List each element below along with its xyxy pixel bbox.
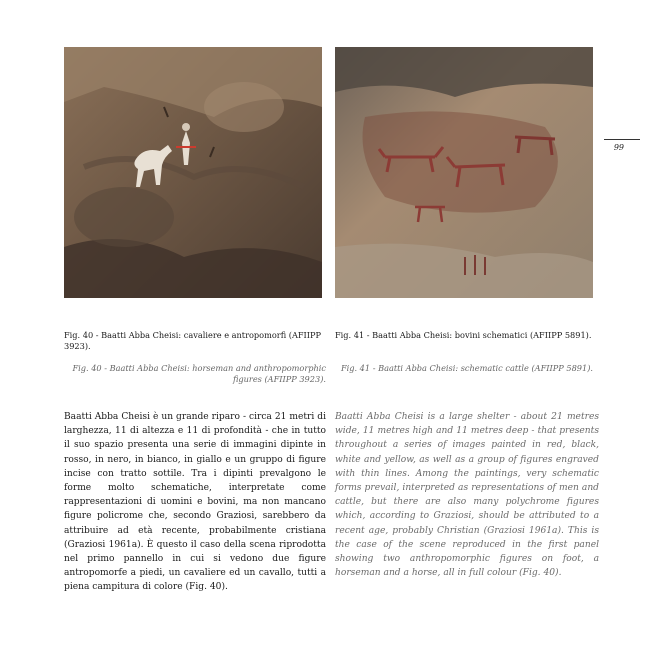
- page-number-rule: [604, 139, 640, 140]
- body-text-italian: Baatti Abba Cheisi è un grande riparo - circa 21 metri di larghezza, 11 di altezza e 11 di profondità - che in tutto il suo spazio presenta una serie di immagini dipinte in rosso, in nero, in bianco, in giallo e un gruppo di figure incise con tratto sottile. Tra i dipinti prevalgono le forme molto schematiche, interpretate come rappresentazioni di uomini e bovini, ma non mancano figure policrome che, secondo Graziosi, sarebbero da attribuire ad età recente, probabilmente cristiana (Graziosi 1961a). È questo il caso della scena riprodotta nel primo pannello in cui si vedono due figure antropomorfe a piedi, un cavaliere ed un cavallo, tutti a piena campitura di colore (Fig. 40).: [64, 412, 326, 593]
- figure-40-caption-italian: Fig. 40 - Baatti Abba Cheisi: cavaliere e antropomorfi (AFIIPP 3923).: [64, 330, 322, 351]
- body-text-english: Baatti Abba Cheisi is a large shelter - about 21 metres wide, 11 metres high and 11 metres deep - that presents throughout a series of images painted in red, black, white and yellow, as well as a group of figures engraved with thin lines. Among the paintings, very schematic forms prevail, interpreted as representations of men and cattle, but there are also many polychrome figures which, according to Graziosi, should be attributed to a recent age, probably Christian (Graziosi 1961a). This is the case of the scene reproduced in the first panel showing two anthropomorphic figures on foot, a horseman and a horse, all in full colour (Fig. 40).: [335, 412, 599, 579]
- page-number: 99: [613, 143, 624, 152]
- rock-art-cattle-image: [335, 47, 593, 298]
- figure-41-caption-italian: Fig. 41 - Baatti Abba Cheisi: bovini schematici (AFIIPP 5891).: [335, 330, 592, 340]
- figure-40-caption-english: Fig. 40 - Baatti Abba Cheisi: horseman and anthropomorphic figures (AFIIPP 3923).: [72, 363, 326, 384]
- figure-41-caption-english: Fig. 41 - Baatti Abba Cheisi: schematic cattle (AFIIPP 5891).: [340, 363, 593, 373]
- figure-40-photo: [64, 47, 322, 298]
- figure-41-photo: [335, 47, 593, 298]
- rock-art-horseman-image: [64, 47, 322, 298]
